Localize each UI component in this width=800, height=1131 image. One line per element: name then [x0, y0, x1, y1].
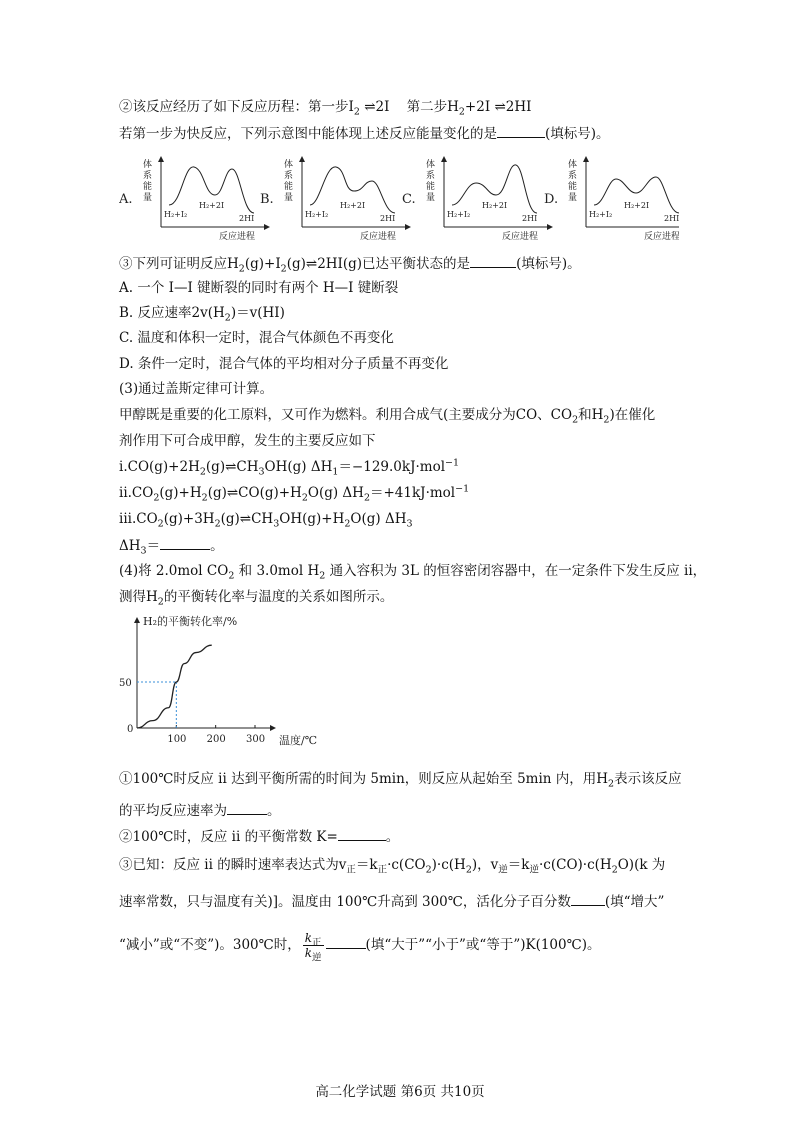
reactant-label: H₂+I₂	[164, 210, 188, 219]
x-tick-label: 200	[206, 734, 226, 745]
equation-i: $i.CO(g)+2H_2(g)\rightleftharpoons CH_3OH(g)$ $\Delta H_1=-129.0kJ\cdot mol^{-1}$	[119, 457, 460, 478]
answer-blank[interactable]	[160, 535, 210, 550]
diagram-ylabel: 系	[143, 171, 153, 181]
dh3-line: $\Delta H_3=$ 。	[119, 535, 224, 556]
diagram-letter: D.	[544, 192, 559, 207]
intermediate-label: H₂+2I	[624, 201, 650, 210]
q2-line1: ②该反应经历了如下反应历程：第一步$I_2$ ⇌2I 第二步$H_2+2I$ ⇌2HI	[119, 99, 532, 118]
reactant-label: H₂+I₂	[305, 210, 329, 219]
diagram-xlabel: 反应进程	[360, 232, 397, 242]
answer-blank[interactable]	[338, 826, 386, 841]
diagram-ylabel: 量	[426, 193, 436, 203]
energy-diagram-a	[119, 157, 269, 242]
diagram-ylabel: 体	[284, 160, 294, 170]
page-footer: 高二化学试题 第6页 共10页	[315, 1084, 485, 1100]
answer-blank[interactable]	[227, 800, 267, 815]
q3-stem: ③下列可证明反应$H_2(g)+I_2(g)\rightleftharpoons 2HI(g)$已达平衡状态的是 (填标号)。	[119, 253, 581, 274]
answer-blank[interactable]	[497, 123, 545, 138]
diagram-letter: B.	[260, 192, 274, 207]
part3-para2: 剂作用下可合成甲醇，发生的主要反应如下	[119, 433, 376, 449]
q2-line2: 若第一步为快反应，下列示意图中能体现上述反应能量变化的是 (填标号)。	[119, 123, 610, 144]
diagram-xlabel: 反应进程	[219, 232, 256, 242]
part3-para1: 甲醇既是重要的化工原料，又可作为燃料。利用合成气(主要成分为CO、$CO_2$和$H_2$)在催化	[119, 407, 656, 426]
part4-line1: (4)将 2.0mol $CO_2$ 和 3.0mol $H_2$ 通入容积为 3L 的恒容密闭容器中，在一定条件下发生反应 ii，	[119, 563, 707, 582]
energy-diagram-c	[402, 157, 552, 242]
diagram-ylabel: 能	[568, 182, 578, 192]
energy-diagrams-svg	[119, 153, 679, 243]
conversion-chart	[115, 612, 345, 752]
x-tick-label: 100	[167, 734, 187, 745]
answer-blank[interactable]	[470, 253, 516, 268]
k-ratio-fraction: $\frac{k_正}{k_逆}$	[304, 931, 322, 964]
intermediate-label: H₂+2I	[199, 201, 225, 210]
diagram-ylabel: 系	[426, 171, 436, 181]
reactant-label: H₂+I₂	[447, 210, 471, 219]
chart-xlabel: 温度/℃	[279, 734, 318, 747]
conversion-curve	[137, 645, 212, 728]
conversion-chart-svg	[115, 612, 345, 752]
chart-ylabel: H₂的平衡转化率/%	[143, 615, 238, 628]
product-label: 2HI	[380, 214, 396, 223]
product-label: 2HI	[664, 214, 679, 223]
diagram-letter: A.	[119, 192, 133, 207]
product-label: 2HI	[522, 214, 538, 223]
diagram-ylabel: 体	[426, 160, 436, 170]
q3-option-c: C. 温度和体积一定时，混合气体颜色不再变化	[119, 330, 394, 346]
y-tick-label: 50	[119, 678, 132, 689]
part3-title: (3)通过盖斯定律可计算。	[119, 381, 274, 397]
equation-iii: $iii.CO_2(g)+3H_2(g)\rightleftharpoons CH_3OH(g)+H_2O(g)$ $\Delta H_3$	[119, 511, 413, 530]
chart-origin-label: 0	[127, 724, 134, 735]
x-tick-label: 300	[246, 734, 266, 745]
answer-blank[interactable]	[571, 891, 605, 906]
energy-diagram-d	[544, 157, 679, 242]
part4-line2: 测得$H_2$的平衡转化率与温度的关系如图所示。	[119, 589, 394, 608]
intermediate-label: H₂+2I	[340, 201, 366, 210]
q3-option-d: D. 条件一定时，混合气体的平均相对分子质量不再变化	[119, 356, 449, 372]
diagram-ylabel: 系	[568, 171, 578, 181]
p4-q3-line1: ③已知：反应 ii 的瞬时速率表达式为$v_正=k_正\cdot c(CO_2)\cdot c(H_2)$，$v_逆=k_逆\cdot c(CO)\cdot c(H_2O)(k$ 为	[119, 857, 666, 876]
p4-q1-line2: 的平均反应速率为 。	[119, 800, 281, 821]
diagram-ylabel: 量	[143, 193, 153, 203]
energy-diagrams	[119, 153, 679, 243]
p4-q3-line2: 速率常数，只与温度有关)]。温度由 100℃升高到 300℃，活化分子百分数 (填“增大”	[119, 891, 664, 912]
answer-blank[interactable]	[326, 934, 366, 949]
energy-diagram-b	[260, 157, 410, 242]
diagram-ylabel: 体	[143, 160, 153, 170]
p4-q3-line3: “减小”或“不变”)。300℃时， $\frac{k_正}{k_逆}$ (填“大于”“小于”或“等于”)K(100℃)。	[119, 931, 601, 964]
diagram-ylabel: 能	[284, 182, 294, 192]
reactant-label: H₂+I₂	[589, 210, 613, 219]
diagram-xlabel: 反应进程	[502, 232, 539, 242]
diagram-ylabel: 系	[284, 171, 294, 181]
intermediate-label: H₂+2I	[482, 201, 508, 210]
diagram-ylabel: 能	[426, 182, 436, 192]
diagram-xlabel: 反应进程	[644, 232, 679, 242]
q3-option-b: B. 反应速率$2v(H_2)=v(HI)$	[119, 305, 285, 324]
diagram-ylabel: 体	[568, 160, 578, 170]
q3-option-a: A. 一个 I—I 键断裂的同时有两个 H—I 键断裂	[119, 280, 399, 296]
equation-ii: $ii.CO_2(g)+H_2(g)\rightleftharpoons CO(g)+H_2O(g)$ $\Delta H_2=+41kJ\cdot mol^{-1}$	[119, 483, 470, 504]
p4-q1-line1: ①100℃时反应 ii 达到平衡所需的时间为 5min，则反应从起始至 5min 内，用$H_2$表示该反应	[119, 771, 682, 790]
diagram-ylabel: 量	[568, 193, 578, 203]
diagram-letter: C.	[402, 192, 416, 207]
diagram-ylabel: 能	[143, 182, 153, 192]
product-label: 2HI	[239, 214, 255, 223]
p4-q2: ②100℃时，反应 ii 的平衡常数 K= 。	[119, 826, 399, 847]
diagram-ylabel: 量	[284, 193, 294, 203]
